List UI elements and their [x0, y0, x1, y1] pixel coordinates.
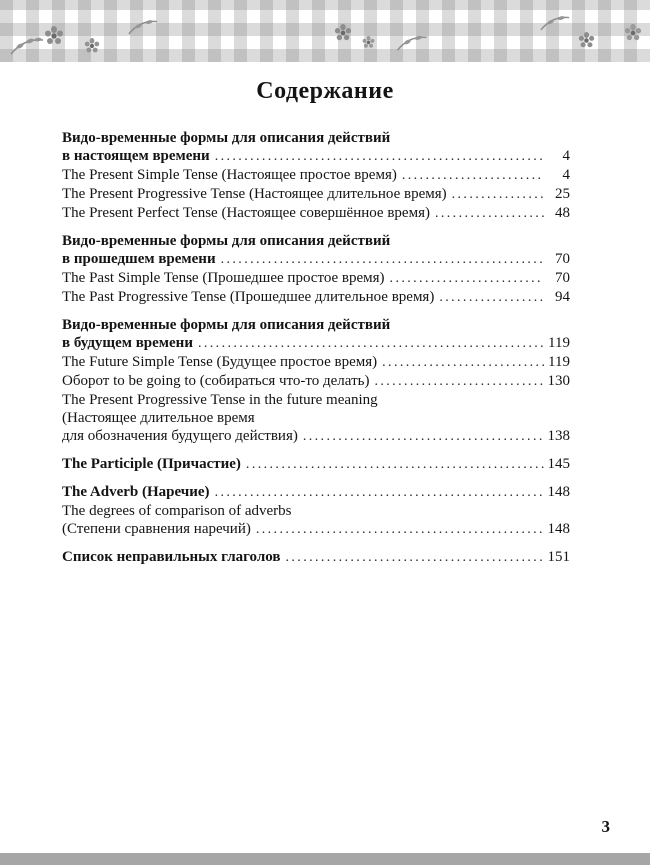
toc-line — [62, 427, 570, 446]
toc-line: Видо-временные формы для описания действий — [62, 317, 391, 333]
toc-line — [62, 147, 570, 166]
dot-leader — [434, 288, 544, 307]
toc-entry-text: The Present Perfect Tense (Настоящее совершённое время) — [62, 205, 430, 221]
toc-entry-text: в будущем времени — [62, 335, 193, 351]
toc-line — [62, 372, 570, 391]
toc-entry-text: The Past Simple Tense (Прошедшее простое время) — [62, 270, 385, 286]
toc-entry — [62, 232, 570, 269]
toc-entry — [62, 353, 570, 372]
leaf-sprig-icon — [10, 34, 44, 56]
toc-line — [62, 185, 570, 204]
toc-line — [62, 269, 570, 288]
leaf-sprig-icon — [540, 12, 570, 32]
bottom-bar — [0, 853, 650, 865]
toc-entry-text: The Present Simple Tense (Настоящее простое время) — [62, 167, 397, 183]
leaf-sprig-icon — [396, 32, 428, 52]
toc-line: The Present Progressive Tense in the future meaning — [62, 392, 378, 408]
toc-entry-text: Оборот to be going to (собираться что-то делать) — [62, 373, 370, 389]
toc-page-number: 119 — [548, 354, 570, 370]
toc-line — [62, 548, 570, 567]
flower-icon — [334, 24, 352, 42]
toc-page-number: 145 — [547, 456, 570, 472]
toc-entry-text: Список неправильных глаголов — [62, 549, 281, 565]
table-of-contents — [62, 129, 570, 567]
toc-page-number: 25 — [555, 186, 570, 202]
toc-entry — [62, 372, 570, 391]
toc-page-number: 138 — [547, 428, 570, 444]
toc-entry — [62, 166, 570, 185]
flower-icon — [624, 24, 642, 42]
page-title: Содержание — [256, 78, 394, 104]
dot-leader — [397, 166, 544, 185]
toc-page-number: 148 — [547, 484, 570, 500]
decorative-header — [0, 0, 650, 62]
dot-leader — [251, 520, 544, 539]
flower-icon — [578, 32, 595, 49]
toc-entry — [62, 269, 570, 288]
dot-leader — [281, 548, 545, 567]
flower-icon — [84, 38, 100, 54]
dot-leader — [193, 334, 544, 353]
dot-leader — [210, 147, 544, 166]
dot-leader — [369, 372, 544, 391]
toc-line — [62, 288, 570, 307]
dot-leader — [216, 250, 544, 269]
toc-entry-text: The Present Progressive Tense (Настоящее длительное время) — [62, 186, 447, 202]
toc-line — [62, 483, 570, 502]
toc-entry-text: The Future Simple Tense (Будущее простое время) — [62, 354, 378, 370]
dot-leader — [430, 204, 544, 223]
toc-page-number: 151 — [547, 549, 570, 565]
toc-line — [62, 250, 570, 269]
toc-page-number: 70 — [555, 251, 570, 267]
toc-entry — [62, 288, 570, 307]
toc-line — [62, 455, 570, 474]
toc-line — [62, 334, 570, 353]
dot-leader — [385, 269, 544, 288]
dot-leader — [210, 483, 544, 502]
toc-entry — [62, 316, 570, 353]
toc-entry — [62, 129, 570, 166]
toc-entry — [62, 185, 570, 204]
toc-entry — [62, 502, 570, 539]
toc-page-number: 130 — [547, 373, 570, 389]
toc-entry-text: (Степени сравнения наречий) — [62, 521, 251, 537]
flower-icon — [362, 36, 375, 49]
toc-entry — [62, 204, 570, 223]
toc-page-number: 119 — [548, 335, 570, 351]
toc-entry-text: в прошедшем времени — [62, 251, 216, 267]
toc-line — [62, 520, 570, 539]
toc-entry-text: в настоящем времени — [62, 148, 210, 164]
toc-page-number: 70 — [555, 270, 570, 286]
dot-leader — [241, 455, 544, 474]
toc-line — [62, 204, 570, 223]
dot-leader — [377, 353, 544, 372]
dot-leader — [447, 185, 544, 204]
toc-entry-text: The Past Progressive Tense (Прошедшее длительное время) — [62, 289, 435, 305]
toc-line — [62, 166, 570, 185]
toc-page-number: 148 — [547, 521, 570, 537]
dot-leader — [298, 427, 544, 446]
page-number: 3 — [601, 817, 610, 836]
toc-entry — [62, 483, 570, 502]
toc-entry-text: The Participle (Причастие) — [62, 456, 241, 472]
toc-entry — [62, 391, 570, 446]
toc-line — [62, 353, 570, 372]
toc-page-number: 48 — [555, 205, 570, 221]
toc-line: The degrees of comparison of adverbs — [62, 503, 292, 519]
toc-entry — [62, 455, 570, 474]
toc-entry-text: для обозначения будущего действия) — [62, 428, 298, 444]
flower-icon — [44, 26, 64, 46]
toc-line: Видо-временные формы для описания действий — [62, 233, 391, 249]
leaf-sprig-icon — [128, 16, 158, 36]
toc-entry — [62, 548, 570, 567]
toc-page-number: 94 — [555, 289, 570, 305]
toc-line: Видо-временные формы для описания действий — [62, 130, 391, 146]
toc-page-number: 4 — [562, 148, 570, 164]
toc-line: (Настоящее длительное время — [62, 410, 255, 426]
toc-entry-text: The Adverb (Наречие) — [62, 484, 210, 500]
toc-page-number: 4 — [562, 167, 570, 183]
